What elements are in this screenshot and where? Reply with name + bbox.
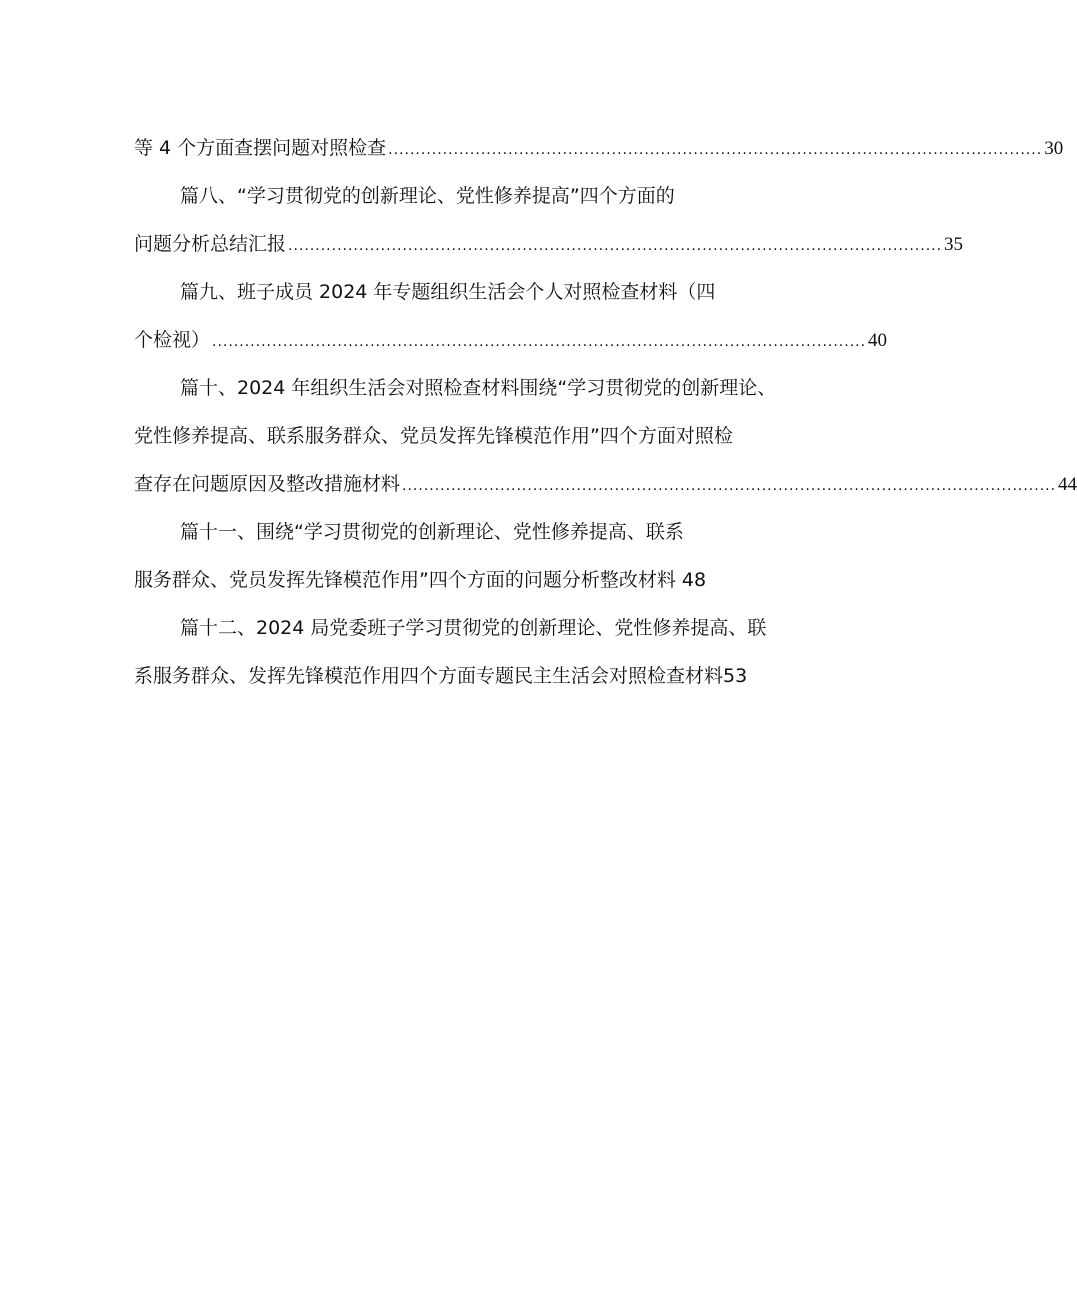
toc-entry-line[interactable] <box>134 416 794 456</box>
toc-entry-text: 篇九、班子成员 2024 年专题组织生活会个人对照检查材料（四 <box>180 281 716 303</box>
toc-entry-line[interactable] <box>134 368 794 408</box>
toc-entry-text: 等 4 个方面查摆问题对照检查 <box>134 137 387 159</box>
toc-entry-text: 问题分析总结汇报 <box>134 233 287 255</box>
toc-entry-text: 系服务群众、发挥先锋模范作用四个方面专题民主生活会对照检查材料53 <box>134 665 748 687</box>
toc-page-number: 44 <box>1058 474 1077 495</box>
toc-entry-text: 篇十二、2024 局党委班子学习贯彻党的创新理论、党性修养提高、联 <box>180 617 767 639</box>
table-of-contents <box>134 128 1077 704</box>
dot-leader: ........................................................................................................................ <box>402 478 1057 494</box>
toc-entry-line[interactable] <box>134 176 794 216</box>
dot-leader: ........................................................................................................................ <box>288 238 943 254</box>
toc-entry-line[interactable] <box>134 320 888 360</box>
toc-page-number: 40 <box>868 330 888 351</box>
dot-leader: ........................................................................................................................ <box>212 334 867 350</box>
toc-entry-text: 篇八、“学习贯彻党的创新理论、党性修养提高”四个方面的 <box>180 185 675 207</box>
toc-page-number: 30 <box>1044 138 1064 159</box>
toc-entry-line[interactable] <box>134 224 964 264</box>
toc-entry-text: 个检视） <box>134 329 211 351</box>
toc-entry-text: 服务群众、党员发挥先锋模范作用”四个方面的问题分析整改材料 48 <box>134 569 707 591</box>
toc-entry-text: 篇十一、围绕“学习贯彻党的创新理论、党性修养提高、联系 <box>180 521 684 543</box>
toc-entry-text: 党性修养提高、联系服务群众、党员发挥先锋模范作用”四个方面对照检 <box>134 425 733 447</box>
toc-entry-text: 篇十、2024 年组织生活会对照检查材料围绕“学习贯彻党的创新理论、 <box>180 377 777 399</box>
toc-entry-line[interactable] <box>134 608 794 648</box>
toc-entry-text: 查存在问题原因及整改措施材料 <box>134 473 401 495</box>
toc-entry-line[interactable] <box>134 656 794 696</box>
toc-entry-line[interactable] <box>134 464 1077 504</box>
toc-entry-line[interactable] <box>134 512 794 552</box>
toc-entry-line[interactable] <box>134 272 794 312</box>
toc-entry-line[interactable] <box>134 128 1064 168</box>
dot-leader: ........................................................................................................................ <box>388 142 1043 158</box>
toc-entry-line[interactable] <box>134 560 794 600</box>
toc-page-number: 35 <box>944 234 964 255</box>
